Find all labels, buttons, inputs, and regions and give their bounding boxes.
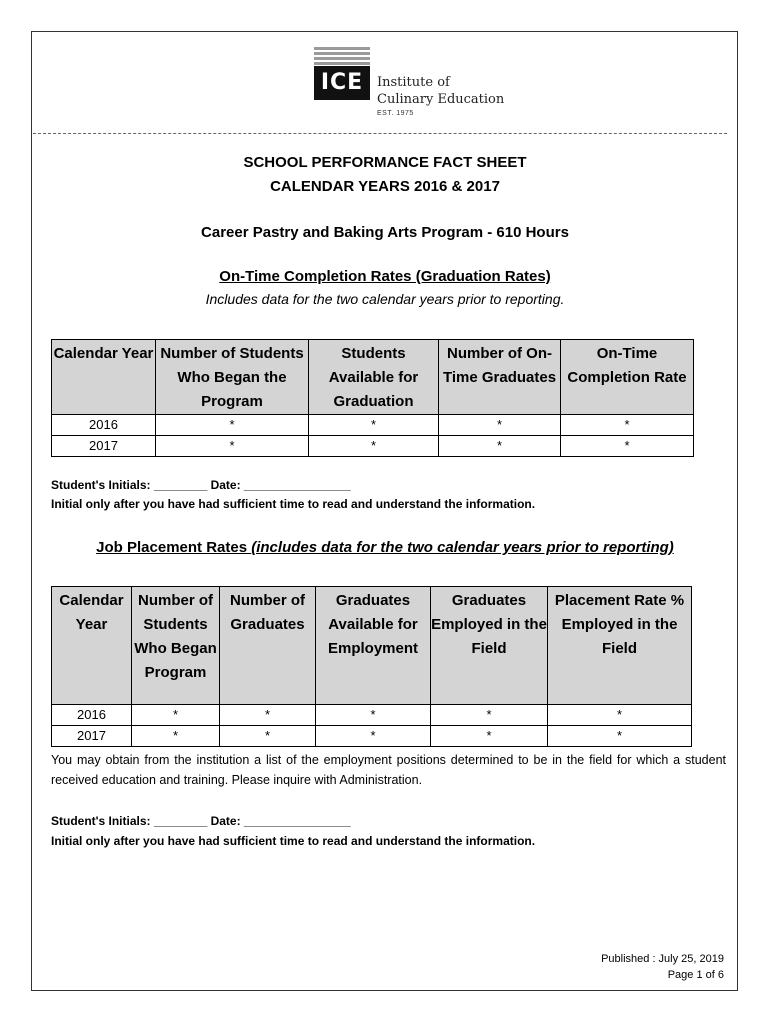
page-subtitle-years: CALENDAR YEARS 2016 & 2017 — [270, 178, 500, 195]
placement-table — [51, 586, 692, 747]
table-row — [52, 415, 694, 436]
placement-col-header: Calendar Year — [52, 587, 132, 705]
table-cell: * — [439, 415, 561, 436]
page-title: SCHOOL PERFORMANCE FACT SHEET — [243, 154, 527, 171]
completion-heading-text: On-Time Completion Rates (Graduation Rates) — [219, 268, 551, 285]
logo-name-line1: Institute of — [377, 75, 450, 90]
logo-stripe — [314, 47, 370, 50]
completion-col-header: Number of On-Time Graduates — [439, 340, 561, 415]
program-name: Career Pastry and Baking Arts Program - 610 Hours — [201, 224, 569, 241]
initials-date-line[interactable]: Student's Initials: ________ Date: ________________ — [51, 814, 351, 828]
placement-heading — [33, 539, 737, 556]
page-number: Page 1 of 6 — [667, 969, 724, 981]
completion-subheading: Includes data for the two calendar years prior to reporting. — [205, 291, 565, 307]
table-cell: * — [220, 726, 316, 747]
table-row — [52, 436, 694, 457]
header-divider — [33, 133, 727, 134]
table-cell: * — [431, 726, 548, 747]
table-cell: * — [548, 705, 692, 726]
completion-col-header: Calendar Year — [52, 340, 156, 415]
placement-heading-main: Job Placement Rates — [96, 539, 252, 556]
placement-col-header: Number of Graduates — [220, 587, 316, 705]
initials-date-line[interactable]: Student's Initials: ________ Date: ________________ — [51, 478, 351, 492]
placement-col-header: Graduates Employed in the Field — [431, 587, 548, 705]
table-cell: * — [309, 415, 439, 436]
placement-note: You may obtain from the institution a list of the employment positions determined to be in the field for which a student received education and training. Please inquire with Administration. — [51, 753, 726, 787]
logo-stripe — [314, 57, 370, 60]
logo-stripe — [314, 62, 370, 65]
table-cell: * — [132, 705, 220, 726]
table-cell: * — [548, 726, 692, 747]
completion-col-header: Number of Students Who Began the Program — [156, 340, 309, 415]
table-cell: * — [439, 436, 561, 457]
table-cell: * — [156, 436, 309, 457]
table-cell: 2017 — [52, 436, 156, 457]
table-cell: * — [561, 436, 694, 457]
logo-stripe — [314, 52, 370, 55]
table-cell: * — [156, 415, 309, 436]
placement-col-header: Graduates Available for Employment — [316, 587, 431, 705]
placement-col-header: Number of Students Who Began Program — [132, 587, 220, 705]
ice-logo — [314, 47, 514, 127]
placement-col-header: Placement Rate % Employed in the Field — [548, 587, 692, 705]
table-cell: 2017 — [52, 726, 132, 747]
table-cell: * — [561, 415, 694, 436]
placement-heading-italic: (includes data for the two calendar years prior to reporting) — [251, 539, 674, 556]
initials-instruction: Initial only after you have had sufficient time to read and understand the information. — [51, 834, 536, 848]
table-cell: 2016 — [52, 415, 156, 436]
logo-name-line2: Culinary Education — [377, 92, 505, 107]
table-cell: * — [132, 726, 220, 747]
table-cell: 2016 — [52, 705, 132, 726]
initials-instruction: Initial only after you have had sufficient time to read and understand the information. — [51, 497, 536, 511]
completion-col-header: Students Available for Graduation — [309, 340, 439, 415]
completion-col-header: On-Time Completion Rate — [561, 340, 694, 415]
logo-mark: ICE — [314, 66, 370, 100]
completion-heading — [33, 268, 737, 285]
table-cell: * — [431, 705, 548, 726]
completion-table — [51, 339, 694, 457]
published-date: Published : July 25, 2019 — [601, 953, 724, 965]
table-cell: * — [309, 436, 439, 457]
table-cell: * — [316, 705, 431, 726]
logo-established: EST. 1975 — [377, 110, 414, 117]
table-cell: * — [316, 726, 431, 747]
table-row — [52, 726, 692, 747]
table-cell: * — [220, 705, 316, 726]
table-row — [52, 705, 692, 726]
